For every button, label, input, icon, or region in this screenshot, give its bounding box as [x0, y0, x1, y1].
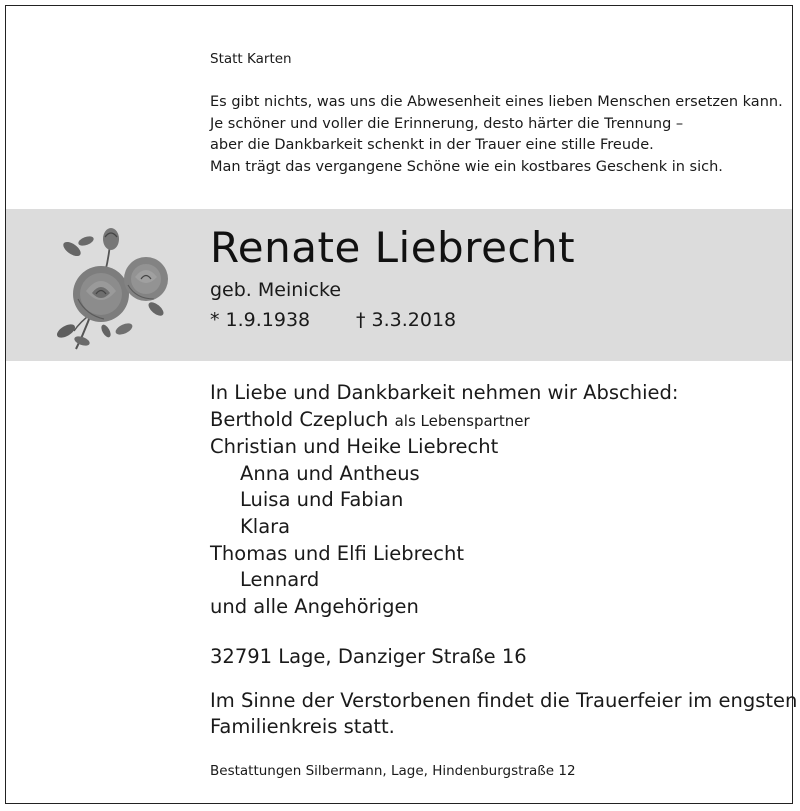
list-item: Klara	[240, 514, 291, 538]
quote-line: aber die Dankbarkeit schenkt in der Trauer eine stille Freude.	[210, 137, 654, 153]
ceremony-line: Im Sinne der Verstorbenen findet die Trauerfeier im engsten	[210, 689, 798, 712]
list-item: und alle Angehörigen	[210, 594, 419, 618]
list-item	[210, 407, 678, 435]
partner-name: Berthold Czepluch	[210, 407, 389, 431]
funeral-home: Bestattungen Silbermann, Lage, Hindenburgstraße 12	[210, 763, 576, 779]
birth-name: geb. Meinicke	[210, 279, 342, 301]
deceased-name: Renate Liebrecht	[210, 223, 576, 272]
list-item: Thomas und Elfi Liebrecht	[210, 541, 464, 565]
quote-line: Man trägt das vergangene Schöne wie ein kostbares Geschenk in sich.	[210, 158, 723, 175]
birth-date: * 1.9.1938	[210, 309, 311, 331]
address: 32791 Lage, Danziger Straße 16	[210, 645, 527, 668]
mourners-list	[210, 380, 678, 620]
ceremony-line: Familienkreis statt.	[210, 715, 395, 738]
list-item: Christian und Heike Liebrecht	[210, 435, 499, 459]
partner-relation: als Lebenspartner	[394, 411, 530, 430]
death-date: † 3.3.2018	[356, 309, 457, 331]
farewell-intro: In Liebe und Dankbarkeit nehmen wir Abschied:	[210, 381, 679, 404]
list-item: Anna und Antheus	[240, 461, 420, 485]
list-item: Luisa und Fabian	[240, 488, 404, 512]
quote-line: Je schöner und voller die Erinnerung, desto härter die Trennung –	[210, 115, 684, 132]
rose-icon	[46, 219, 186, 351]
quote-line: Es gibt nichts, was uns die Abwesenheit eines lieben Menschen ersetzen kann.	[210, 94, 783, 110]
name-band	[6, 209, 792, 361]
list-item: Lennard	[240, 568, 320, 592]
obituary-notice	[5, 5, 798, 804]
header-line: Statt Karten	[210, 51, 292, 67]
